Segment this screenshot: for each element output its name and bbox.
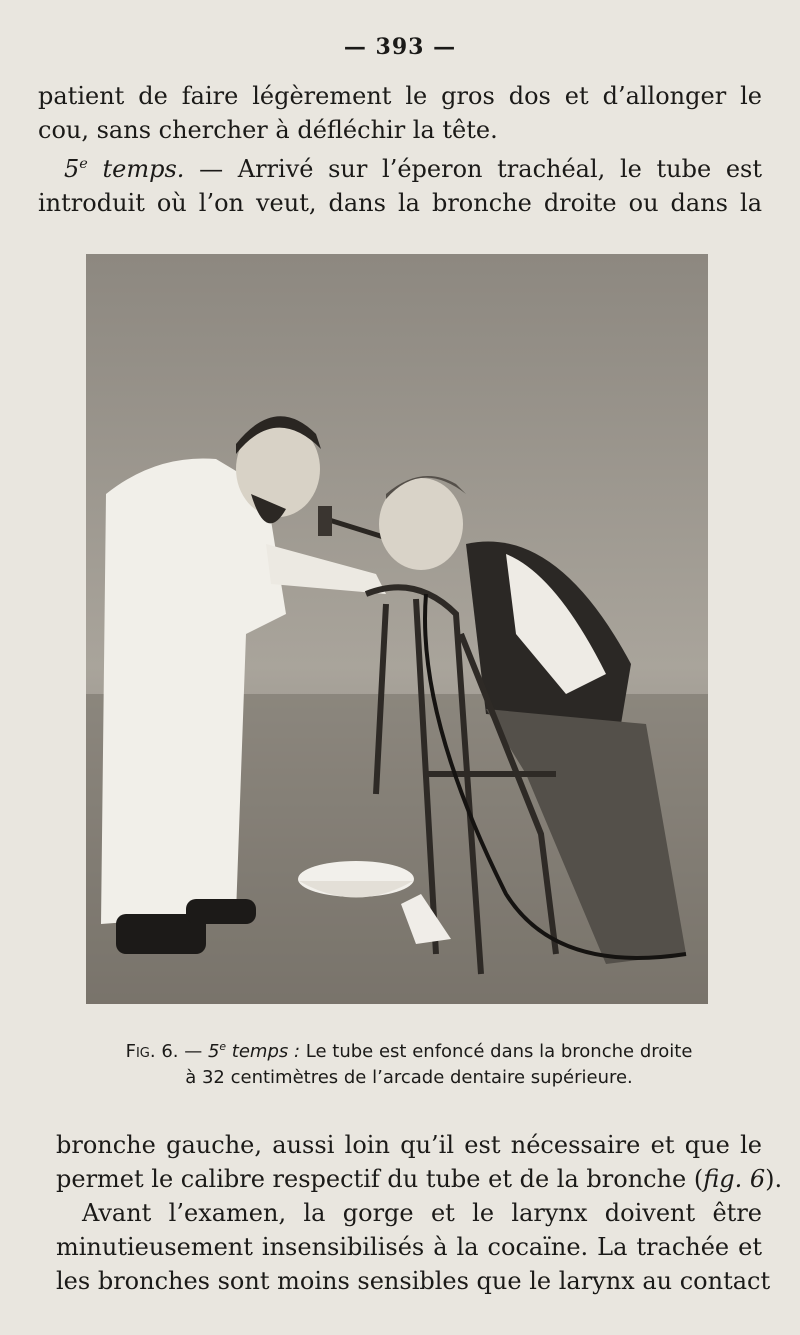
caption-line: à 32 centimètres de l’arcade dentaire supérieure. — [185, 1067, 633, 1088]
figure-reference: fig. 6 — [703, 1165, 766, 1193]
text-line — [38, 147, 762, 186]
text-line — [56, 1162, 783, 1196]
figure-photograph — [86, 254, 708, 1004]
photo-illustration — [86, 254, 708, 1004]
text-line: les bronches sont moins sensibles que le larynx au contact — [56, 1267, 771, 1295]
caption-step-sup: e — [219, 1040, 227, 1053]
text-line: Avant l’examen, la gorge et le larynx doivent être — [82, 1199, 762, 1227]
text-line: minutieusement insensibilisés à la cocaïne. La trachée et — [56, 1233, 762, 1261]
paragraph-top — [38, 79, 762, 220]
text-segment: ). — [765, 1165, 783, 1193]
step-word: temps. — [102, 155, 185, 183]
text-line: introduit où l’on veut, dans la bronche droite ou dans la — [38, 189, 762, 217]
text-line: bronche gauche, aussi loin qu’il est nécessaire et que le — [56, 1131, 762, 1159]
step-sup: e — [79, 156, 88, 172]
step-number: 5 — [64, 155, 80, 183]
text-segment: permet le calibre respectif du tube et de la bronche ( — [56, 1165, 704, 1193]
text-line: patient de faire légèrement le gros dos et d’allonger le — [38, 82, 762, 110]
caption-line — [56, 1034, 762, 1065]
page-number: — 393 — — [343, 34, 457, 60]
step-text: — Arrivé sur l’éperon trachéal, le tube est — [184, 155, 762, 183]
caption-dash: — — [178, 1041, 208, 1062]
caption-step-number: 5 — [207, 1041, 220, 1062]
figure-caption — [56, 1034, 762, 1091]
caption-text: Le tube est enfoncé dans la bronche droite — [300, 1041, 693, 1062]
caption-step-word: temps : — [231, 1041, 301, 1062]
paragraph-bottom — [56, 1128, 783, 1298]
caption-fig: Fig. 6. — [125, 1041, 179, 1062]
text-line: cou, sans chercher à défléchir la tête. — [38, 116, 498, 144]
